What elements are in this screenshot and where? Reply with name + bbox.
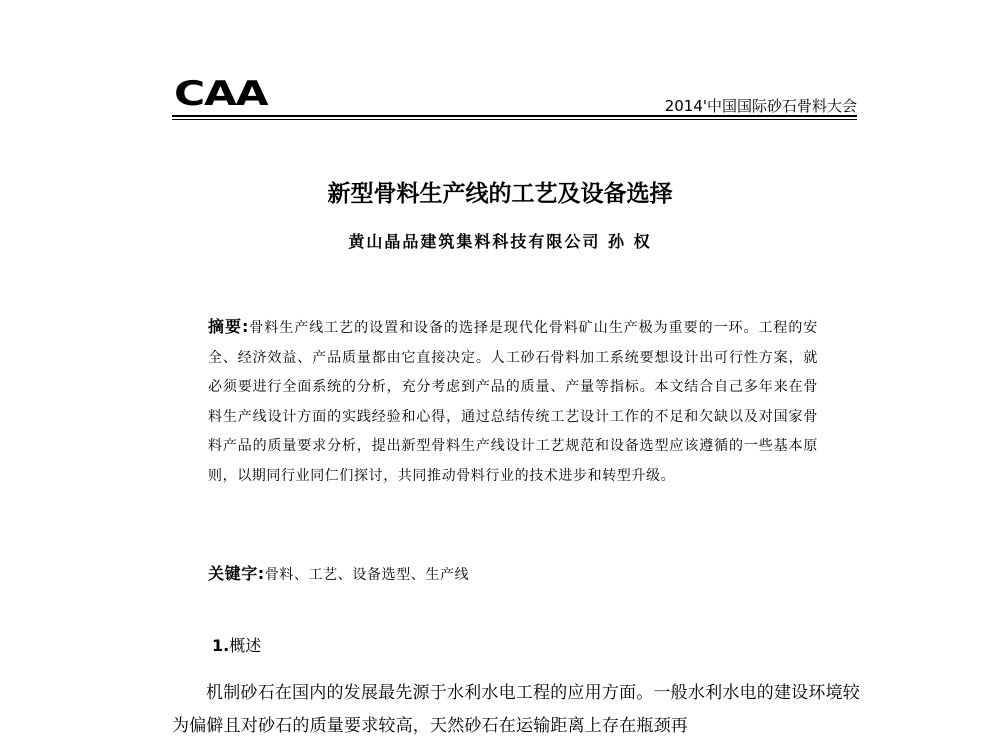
conference-logo: CAA [174, 74, 268, 114]
section-heading [212, 634, 261, 658]
keywords-text: 骨料、工艺、设备选型、生产线 [264, 567, 470, 583]
keywords-label: 关键字: [208, 564, 265, 583]
header-rule-thin [172, 119, 857, 120]
abstract-text: 骨料生产线工艺的设置和设备的选择是现代化骨料矿山生产极为重要的一环。工程的安全、经济效益、产品质量都由它直接决定。人工砂石骨料加工系统要想设计出可行性方案，就必须要进行全面系统的分析，充分考虑到产品的质量、产量等指标。本文结合自己多年来在骨料生产线设计方面的实践经验和心得，通过总结传统工艺设计工作的不足和欠缺以及对国家骨料产品的质量要求分析，提出新型骨料生产线设计工艺规范和设备选型应该遵循的一些基本原则，以期同行业同仁们探讨，共同推动骨料行业的技术进步和转型升级。 [208, 320, 818, 484]
keywords [208, 562, 469, 587]
section-paragraph: 机制砂石在国内的发展最先源于水利水电工程的应用方面。一般水利水电的建设环境较为偏僻且对砂石的质量要求较高，天然砂石在运输距离上存在瓶颈再 [172, 683, 860, 736]
author-affiliation: 黄山晶品建筑集料科技有限公司 孙 权 [348, 232, 652, 251]
abstract [208, 312, 818, 491]
section-title: 概述 [229, 636, 262, 655]
section-number: 1. [212, 636, 230, 655]
abstract-label: 摘要: [208, 317, 249, 336]
header-rule-thick [172, 115, 857, 117]
conference-name: 2014'中国国际砂石骨料大会 [664, 97, 857, 115]
paper-title: 新型骨料生产线的工艺及设备选择 [327, 181, 673, 207]
